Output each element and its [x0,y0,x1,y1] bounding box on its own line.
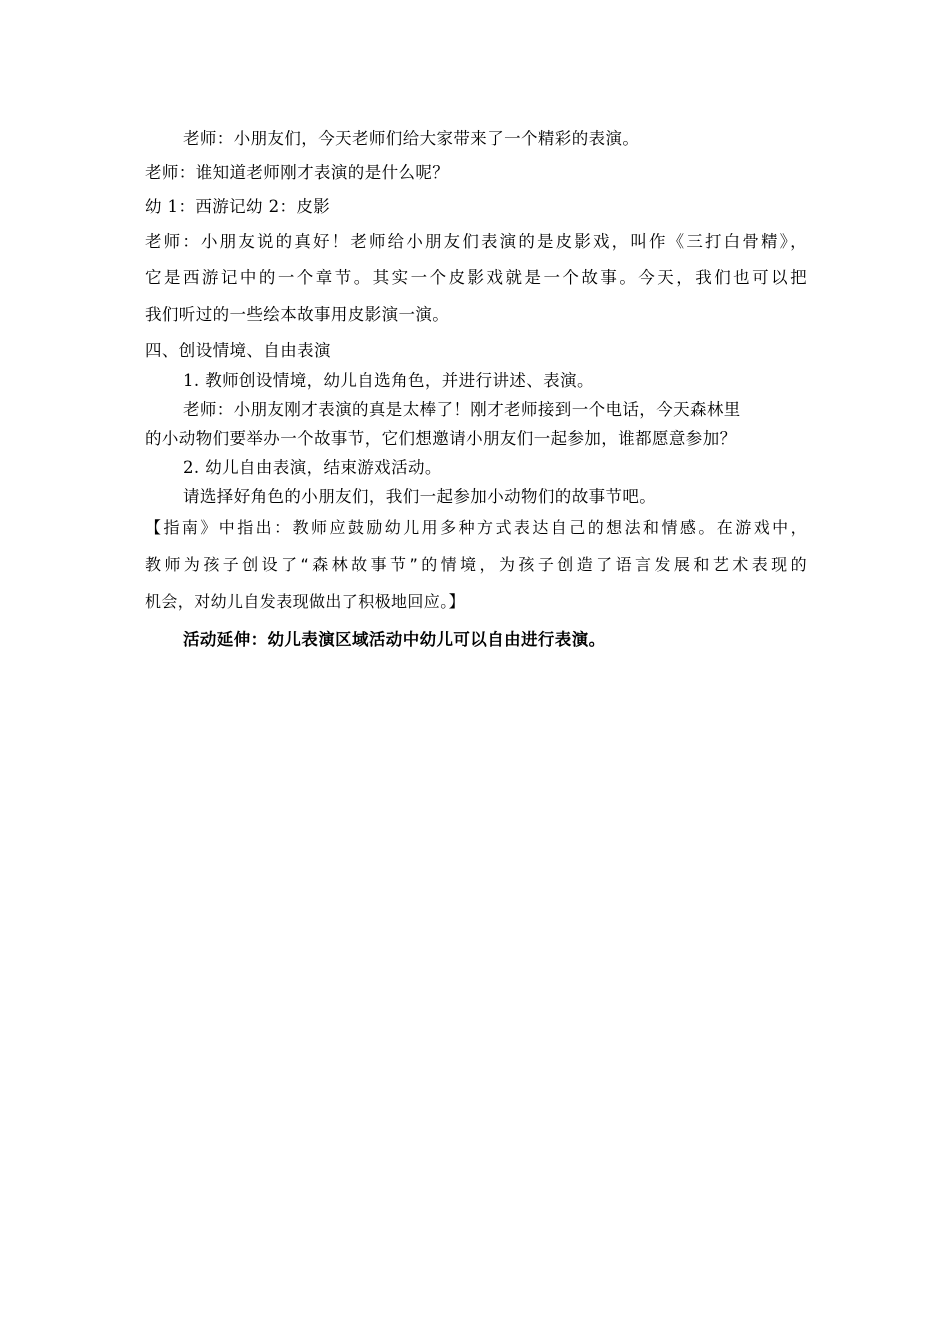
guide-note-line-1: 【指南》中指出：教师应鼓励幼儿用多种方式表达自己的想法和情感。在游戏中， [145,518,807,537]
dialogue-line-1: 老师：小朋友们，今天老师们给大家带来了一个精彩的表演。 [183,129,640,148]
paragraph-line-1: 老师：小朋友说的真好！老师给小朋友们表演的是皮影戏，叫作《三打白骨精》， [145,232,807,251]
teacher-line-1: 老师：小朋友刚才表演的真是太棒了！刚才老师接到一个电话，今天森林里 [183,400,741,419]
guide-note-line-3: 机会，对幼儿自发表现做出了积极地回应。】 [145,592,466,611]
activity-extension: 活动延伸：幼儿表演区域活动中幼儿可以自由进行表演。 [183,630,606,649]
paragraph-line-2: 它是西游记中的一个章节。其实一个皮影戏就是一个故事。今天，我们也可以把 [145,268,807,287]
section-heading: 四、创设情境、自由表演 [145,341,331,360]
teacher-line-2: 的小动物们要举办一个故事节，它们想邀请小朋友们一起参加，谁都愿意参加？ [145,429,737,448]
invitation-line: 请选择好角色的小朋友们，我们一起参加小动物们的故事节吧。 [183,487,657,506]
dialogue-line-3: 幼 1：西游记幼 2：皮影 [145,197,331,216]
dialogue-line-2: 老师：谁知道老师刚才表演的是什么呢？ [145,163,450,182]
step-2: 2. 幼儿自由表演，结束游戏活动。 [183,458,442,477]
guide-note-line-2: 教师为孩子创设了“森林故事节”的情境，为孩子创造了语言发展和艺术表现的 [145,555,807,574]
step-1: 1. 教师创设情境，幼儿自选角色，并进行讲述、表演。 [183,371,594,390]
paragraph-line-3: 我们听过的一些绘本故事用皮影演一演。 [145,305,450,324]
